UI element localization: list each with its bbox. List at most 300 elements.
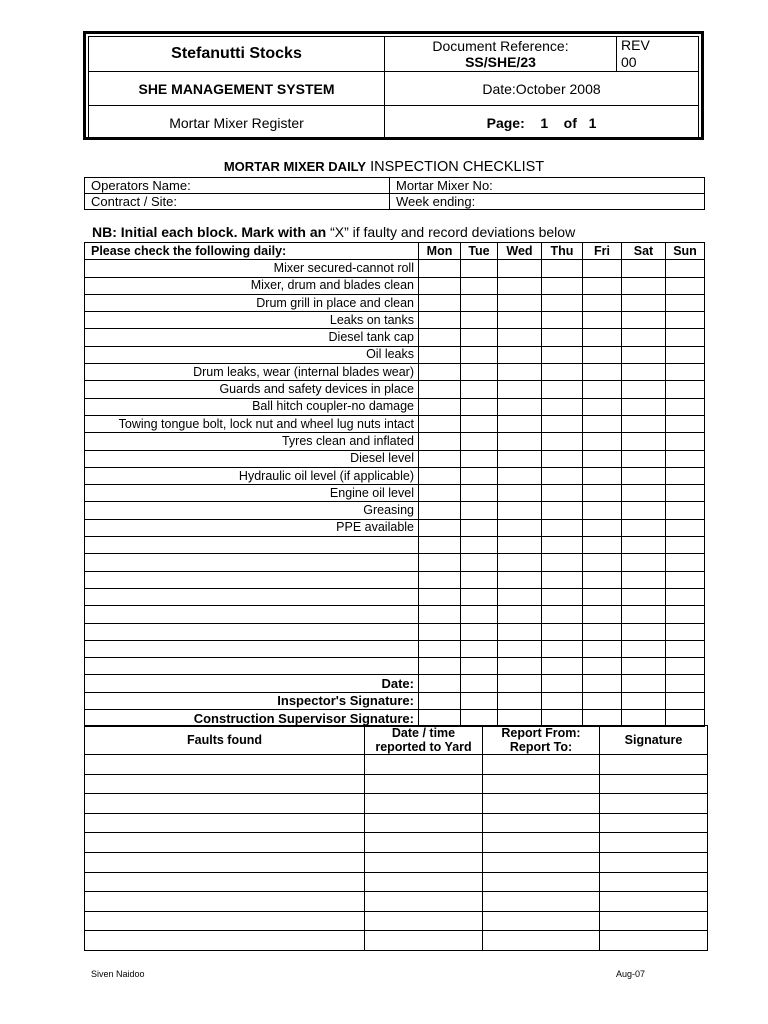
check-cell[interactable] [419,277,461,294]
check-cell[interactable] [622,554,666,571]
check-cell[interactable] [542,485,583,502]
check-cell[interactable] [542,537,583,554]
faults-cell[interactable] [483,813,600,833]
check-cell[interactable] [542,640,583,657]
checklist-item-label: Leaks on tanks [85,312,419,329]
faults-cell[interactable] [365,931,483,951]
faults-cell[interactable] [600,794,708,814]
faults-cell[interactable] [365,794,483,814]
check-cell[interactable] [622,364,666,381]
faults-cell[interactable] [85,774,365,794]
check-cell[interactable] [419,588,461,605]
check-cell[interactable] [583,640,622,657]
week-ending-field[interactable]: Week ending: [390,194,705,210]
checklist-row [85,467,705,484]
check-cell[interactable] [542,277,583,294]
checklist-item-label [85,658,419,675]
faults-cell[interactable] [365,872,483,892]
checklist-row [85,294,705,311]
check-cell[interactable] [622,537,666,554]
check-cell[interactable] [542,571,583,588]
check-cell[interactable] [666,606,705,623]
faults-cell[interactable] [85,833,365,853]
check-cell[interactable] [461,346,498,363]
check-cell[interactable] [583,537,622,554]
check-cell[interactable] [461,554,498,571]
check-cell[interactable] [419,260,461,277]
check-cell[interactable] [583,502,622,519]
check-cell[interactable] [666,450,705,467]
checklist-row [85,537,705,554]
check-cell[interactable] [498,606,542,623]
check-cell[interactable] [583,485,622,502]
check-cell[interactable] [542,554,583,571]
check-cell[interactable] [622,329,666,346]
check-cell[interactable] [461,329,498,346]
check-cell[interactable] [622,606,666,623]
check-cell[interactable] [622,260,666,277]
mixer-number-field[interactable]: Mortar Mixer No: [390,178,705,194]
check-cell[interactable] [666,554,705,571]
checklist-header-label: Please check the following daily: [85,243,419,260]
check-cell[interactable] [419,537,461,554]
footer-date: Aug-07 [616,969,646,979]
faults-row [85,892,708,912]
faults-cell[interactable] [600,833,708,853]
checklist-item-label: Mixer, drum and blades clean [85,277,419,294]
signature-cell[interactable] [419,675,461,692]
check-cell[interactable] [583,519,622,536]
check-cell[interactable] [542,415,583,432]
check-cell[interactable] [498,623,542,640]
check-cell[interactable] [461,571,498,588]
register-name: Mortar Mixer Register [89,106,385,140]
revision-label: REV [621,37,650,53]
check-cell[interactable] [583,415,622,432]
check-cell[interactable] [419,485,461,502]
document-date: Date:October 2008 [385,72,699,106]
check-cell[interactable] [461,433,498,450]
check-cell[interactable] [583,571,622,588]
check-cell[interactable] [498,364,542,381]
date-time-header [365,726,483,755]
check-cell[interactable] [666,467,705,484]
check-cell[interactable] [666,658,705,675]
check-cell[interactable] [419,294,461,311]
note-normal: “X” if faulty and record deviations below [330,224,576,240]
check-cell[interactable] [461,467,498,484]
check-cell[interactable] [419,312,461,329]
check-cell[interactable] [419,346,461,363]
faults-cell[interactable] [483,911,600,931]
faults-cell[interactable] [483,833,600,853]
signature-row-label: Inspector's Signature: [85,692,419,709]
check-cell[interactable] [583,346,622,363]
faults-cell[interactable] [600,911,708,931]
check-cell[interactable] [542,658,583,675]
check-cell[interactable] [498,329,542,346]
check-cell[interactable] [419,381,461,398]
faults-cell[interactable] [600,813,708,833]
check-cell[interactable] [461,519,498,536]
faults-cell[interactable] [483,872,600,892]
signature-cell[interactable] [583,675,622,692]
check-cell[interactable] [666,588,705,605]
check-cell[interactable] [583,260,622,277]
check-cell[interactable] [419,433,461,450]
check-cell[interactable] [666,364,705,381]
check-cell[interactable] [583,606,622,623]
check-cell[interactable] [622,381,666,398]
check-cell[interactable] [498,312,542,329]
faults-cell[interactable] [600,872,708,892]
faults-cell[interactable] [85,755,365,775]
check-cell[interactable] [498,294,542,311]
check-cell[interactable] [498,485,542,502]
operators-name-field[interactable]: Operators Name: [85,178,390,194]
checklist-row [85,571,705,588]
check-cell[interactable] [498,467,542,484]
check-cell[interactable] [666,433,705,450]
check-cell[interactable] [622,415,666,432]
faults-found-header: Faults found [85,726,365,755]
check-cell[interactable] [498,658,542,675]
check-cell[interactable] [666,623,705,640]
check-cell[interactable] [461,623,498,640]
check-cell[interactable] [622,485,666,502]
checklist-row [85,485,705,502]
check-cell[interactable] [622,658,666,675]
check-cell[interactable] [583,398,622,415]
checklist-row [85,554,705,571]
check-cell[interactable] [498,260,542,277]
checklist-item-label: Tyres clean and inflated [85,433,419,450]
check-cell[interactable] [419,398,461,415]
check-cell[interactable] [622,346,666,363]
check-cell[interactable] [666,312,705,329]
faults-row [85,755,708,775]
page-label: Page: [486,114,525,131]
check-cell[interactable] [622,588,666,605]
check-cell[interactable] [461,537,498,554]
checklist-row [85,519,705,536]
daily-checklist-table [84,242,705,727]
check-cell[interactable] [666,294,705,311]
check-cell[interactable] [666,329,705,346]
checklist-row [85,277,705,294]
check-cell[interactable] [583,277,622,294]
faults-cell[interactable] [85,813,365,833]
day-header: Tue [461,243,498,260]
faults-cell[interactable] [483,931,600,951]
faults-cell[interactable] [365,755,483,775]
checklist-item-label: Guards and safety devices in place [85,381,419,398]
signature-cell[interactable] [666,692,705,709]
faults-row [85,833,708,853]
signature-cell[interactable] [542,675,583,692]
note-bold: NB: Initial each block. Mark with an [92,224,331,240]
footer-author: Siven Naidoo [91,969,145,979]
checklist-row [85,623,705,640]
check-cell[interactable] [583,623,622,640]
check-cell[interactable] [498,519,542,536]
check-cell[interactable] [542,588,583,605]
faults-cell[interactable] [85,872,365,892]
check-cell[interactable] [461,415,498,432]
check-cell[interactable] [542,260,583,277]
operator-info-table [84,177,705,210]
signature-cell[interactable] [498,692,542,709]
check-cell[interactable] [666,415,705,432]
faults-cell[interactable] [85,931,365,951]
check-cell[interactable] [622,450,666,467]
day-header: Sat [622,243,666,260]
check-cell[interactable] [419,606,461,623]
faults-row [85,774,708,794]
signature-cell[interactable] [666,675,705,692]
check-cell[interactable] [498,588,542,605]
check-cell[interactable] [583,312,622,329]
checklist-row [85,381,705,398]
check-cell[interactable] [461,588,498,605]
checklist-item-label [85,588,419,605]
faults-cell[interactable] [365,892,483,912]
check-cell[interactable] [498,433,542,450]
checklist-item-label: Hydraulic oil level (if applicable) [85,467,419,484]
checklist-row [85,658,705,675]
check-cell[interactable] [622,467,666,484]
check-cell[interactable] [622,433,666,450]
check-cell[interactable] [498,502,542,519]
check-cell[interactable] [498,640,542,657]
checklist-item-label: Engine oil level [85,485,419,502]
check-cell[interactable] [461,450,498,467]
day-header: Mon [419,243,461,260]
check-cell[interactable] [583,294,622,311]
check-cell[interactable] [498,277,542,294]
check-cell[interactable] [583,588,622,605]
company-name: Stefanutti Stocks [89,37,385,72]
check-cell[interactable] [666,485,705,502]
check-cell[interactable] [622,294,666,311]
faults-cell[interactable] [365,833,483,853]
check-cell[interactable] [461,294,498,311]
faults-cell[interactable] [483,892,600,912]
check-cell[interactable] [498,450,542,467]
document-header [83,31,704,140]
check-cell[interactable] [622,623,666,640]
check-cell[interactable] [498,554,542,571]
check-cell[interactable] [542,606,583,623]
check-cell[interactable] [622,640,666,657]
checklist-item-label: Drum grill in place and clean [85,294,419,311]
faults-cell[interactable] [600,852,708,872]
checklist-item-label [85,554,419,571]
signature-header: Signature [600,726,708,755]
check-cell[interactable] [622,312,666,329]
checklist-row [85,433,705,450]
check-cell[interactable] [542,467,583,484]
faults-row [85,813,708,833]
check-cell[interactable] [666,381,705,398]
checklist-header-row [85,243,705,260]
check-cell[interactable] [419,329,461,346]
check-cell[interactable] [419,467,461,484]
checklist-item-label: Towing tongue bolt, lock nut and wheel lug nuts intact [85,415,419,432]
check-cell[interactable] [583,554,622,571]
document-reference [385,37,617,72]
checklist-item-label: Greasing [85,502,419,519]
check-cell[interactable] [542,450,583,467]
day-header: Wed [498,243,542,260]
faults-cell[interactable] [365,813,483,833]
faults-cell[interactable] [483,794,600,814]
check-cell[interactable] [622,519,666,536]
faults-cell[interactable] [85,794,365,814]
instruction-note [92,224,575,240]
check-cell[interactable] [498,398,542,415]
faults-row [85,852,708,872]
check-cell[interactable] [498,381,542,398]
check-cell[interactable] [622,398,666,415]
check-cell[interactable] [419,571,461,588]
check-cell[interactable] [461,606,498,623]
check-cell[interactable] [461,260,498,277]
check-cell[interactable] [498,346,542,363]
check-cell[interactable] [666,277,705,294]
signature-cell[interactable] [542,692,583,709]
signature-cell[interactable] [419,692,461,709]
checklist-row [85,346,705,363]
check-cell[interactable] [461,502,498,519]
faults-cell[interactable] [600,774,708,794]
check-cell[interactable] [461,381,498,398]
signature-cell[interactable] [622,692,666,709]
date-time-header-line2: reported to Yard [375,740,472,754]
check-cell[interactable] [419,623,461,640]
check-cell[interactable] [542,623,583,640]
check-cell[interactable] [498,571,542,588]
check-cell[interactable] [666,571,705,588]
check-cell[interactable] [542,398,583,415]
faults-cell[interactable] [600,931,708,951]
check-cell[interactable] [583,329,622,346]
check-cell[interactable] [583,467,622,484]
faults-cell[interactable] [85,892,365,912]
faults-cell[interactable] [483,755,600,775]
faults-cell[interactable] [600,892,708,912]
check-cell[interactable] [542,346,583,363]
check-cell[interactable] [666,537,705,554]
signature-row [85,692,705,709]
check-cell[interactable] [666,502,705,519]
check-cell[interactable] [622,571,666,588]
check-cell[interactable] [583,433,622,450]
check-cell[interactable] [461,640,498,657]
check-cell[interactable] [419,519,461,536]
day-header: Fri [583,243,622,260]
check-cell[interactable] [583,450,622,467]
faults-row [85,911,708,931]
faults-cell[interactable] [365,774,483,794]
system-name: SHE MANAGEMENT SYSTEM [89,72,385,106]
checklist-item-label: Drum leaks, wear (internal blades wear) [85,364,419,381]
faults-table [84,725,708,951]
checklist-row [85,364,705,381]
check-cell[interactable] [622,277,666,294]
faults-cell[interactable] [600,755,708,775]
check-cell[interactable] [542,519,583,536]
check-cell[interactable] [666,398,705,415]
check-cell[interactable] [666,640,705,657]
check-cell[interactable] [542,312,583,329]
faults-cell[interactable] [85,852,365,872]
check-cell[interactable] [461,658,498,675]
signature-cell[interactable] [498,675,542,692]
check-cell[interactable] [542,364,583,381]
check-cell[interactable] [542,381,583,398]
faults-cell[interactable] [483,774,600,794]
check-cell[interactable] [461,485,498,502]
checklist-row [85,502,705,519]
check-cell[interactable] [461,364,498,381]
check-cell[interactable] [419,450,461,467]
checklist-item-label: Mixer secured-cannot roll [85,260,419,277]
check-cell[interactable] [498,537,542,554]
day-header: Sun [666,243,705,260]
checklist-item-label [85,623,419,640]
faults-cell[interactable] [85,911,365,931]
check-cell[interactable] [542,433,583,450]
contract-site-field[interactable]: Contract / Site: [85,194,390,210]
check-cell[interactable] [461,398,498,415]
check-cell[interactable] [419,415,461,432]
check-cell[interactable] [419,640,461,657]
check-cell[interactable] [461,312,498,329]
faults-cell[interactable] [365,852,483,872]
check-cell[interactable] [419,658,461,675]
checklist-item-label: PPE available [85,519,419,536]
check-cell[interactable] [461,277,498,294]
check-cell[interactable] [419,364,461,381]
checklist-item-label [85,571,419,588]
check-cell[interactable] [498,415,542,432]
check-cell[interactable] [542,329,583,346]
page-total: 1 [588,114,597,131]
check-cell[interactable] [419,502,461,519]
check-cell[interactable] [583,364,622,381]
checklist-item-label [85,537,419,554]
check-cell[interactable] [622,502,666,519]
signature-cell[interactable] [461,675,498,692]
signature-cell[interactable] [622,675,666,692]
check-cell[interactable] [583,381,622,398]
check-cell[interactable] [666,519,705,536]
check-cell[interactable] [542,294,583,311]
check-cell[interactable] [666,260,705,277]
check-cell[interactable] [666,346,705,363]
signature-cell[interactable] [461,692,498,709]
faults-cell[interactable] [365,911,483,931]
signature-cell[interactable] [583,692,622,709]
faults-cell[interactable] [483,852,600,872]
checklist-item-label [85,606,419,623]
check-cell[interactable] [419,554,461,571]
form-title-normal: INSPECTION CHECKLIST [366,159,545,175]
check-cell[interactable] [583,658,622,675]
checklist-item-label [85,640,419,657]
check-cell[interactable] [542,502,583,519]
